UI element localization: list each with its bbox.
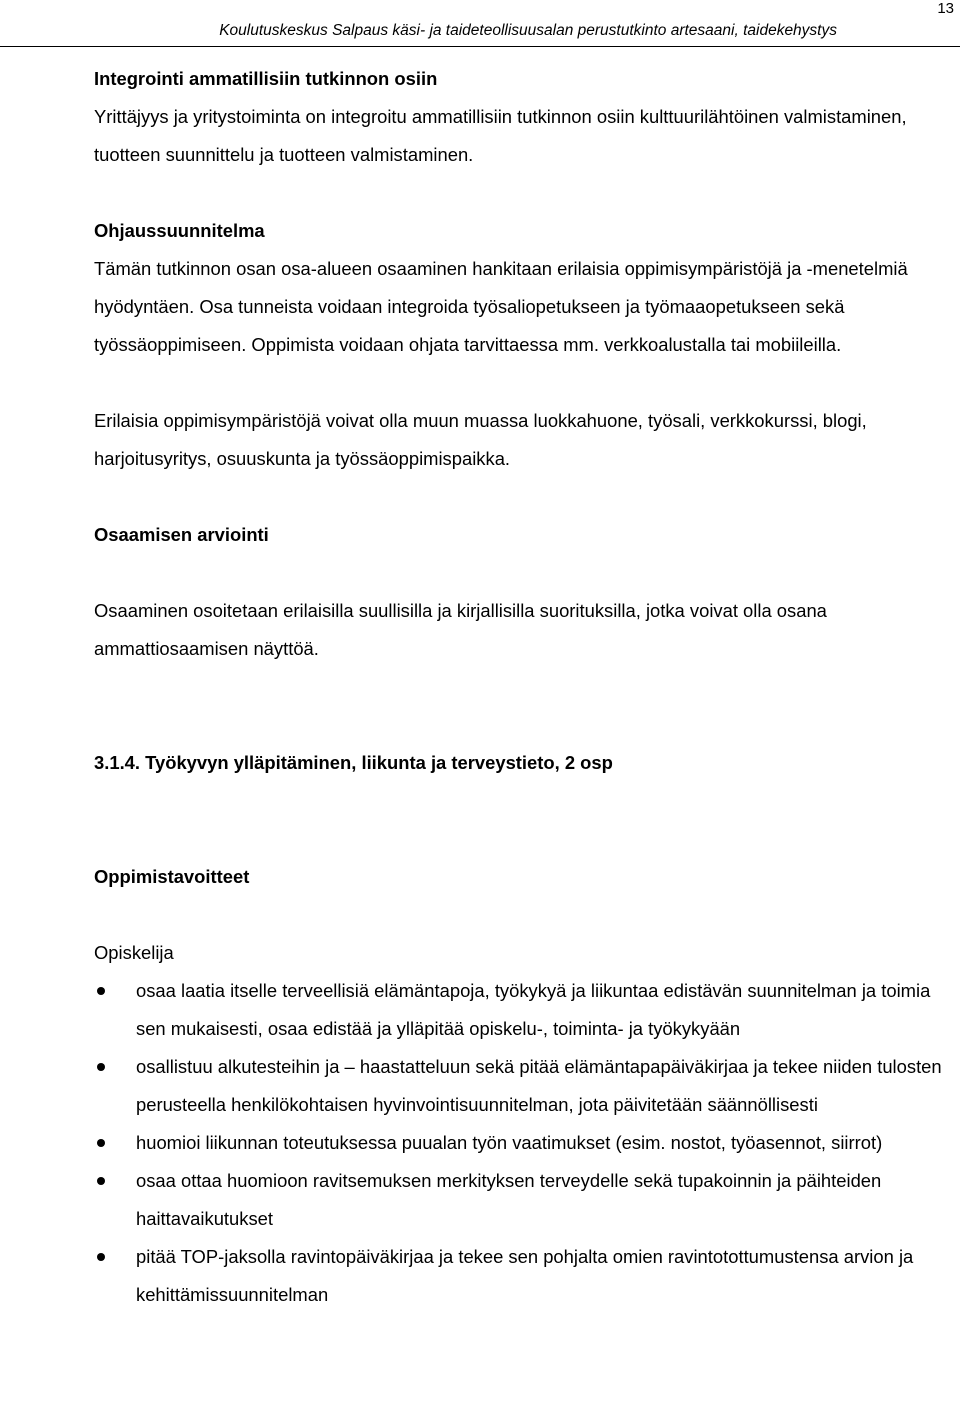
bullet-icon	[97, 1177, 105, 1185]
environments-paragraph: Erilaisia oppimisympäristöjä voivat olla muun muassa luokkahuone, työsali, verkkokurssi, blogi, harjoitusyritys, osuuskunta ja työssäoppimispaikka.	[94, 410, 867, 469]
list-item-text: pitää TOP-jaksolla ravintopäiväkirjaa ja tekee sen pohjalta omien ravintotottumustensa arvion ja kehittämissuunnitelman	[136, 1246, 914, 1305]
bullet-icon	[97, 1063, 105, 1071]
objectives-list	[94, 972, 956, 1314]
guidance-paragraph: Tämän tutkinnon osan osa-alueen osaaminen hankitaan erilaisia oppimisympäristöjä ja -menetelmiä hyödyntäen. Osa tunneista voidaan integroida työsaliopetukseen ja työmaaopetukseen sekä työssäoppimiseen. Oppimista voidaan ohjata tarvittaessa mm. verkkoalustalla tai mobiileilla.	[94, 258, 908, 355]
bullet-icon	[97, 1253, 105, 1261]
assessment-paragraph: Osaaminen osoitetaan erilaisilla suullisilla ja kirjallisilla suorituksilla, jotka voivat olla osana ammattiosaamisen näyttöä.	[94, 600, 827, 659]
page-number: 13	[937, 0, 954, 17]
integration-heading: Integrointi ammatillisiin tutkinnon osiin	[94, 68, 438, 89]
list-item-text: huomioi liikunnan toteutuksessa puualan työn vaatimukset (esim. nostot, työasennot, siirrot)	[136, 1132, 883, 1153]
header-divider	[0, 46, 960, 47]
running-header: Koulutuskeskus Salpaus käsi- ja taideteollisuusalan perustutkinto artesaani, taidekehystys	[219, 22, 837, 39]
list-item	[94, 1048, 956, 1124]
guidance-heading: Ohjaussuunnitelma	[94, 220, 265, 241]
list-item-text: osaa ottaa huomioon ravitsemuksen merkityksen terveydelle sekä tupakoinnin ja päihteiden haittavaikutukset	[136, 1170, 882, 1229]
objectives-heading: Oppimistavoitteet	[94, 866, 250, 887]
document-body	[94, 60, 956, 1314]
bullet-icon	[97, 987, 105, 995]
list-item	[94, 1124, 956, 1162]
list-item	[94, 972, 956, 1048]
assessment-heading: Osaamisen arviointi	[94, 524, 269, 545]
integration-paragraph: Yrittäjyys ja yritystoiminta on integroitu ammatillisiin tutkinnon osiin kulttuurilähtöinen valmistaminen, tuotteen suunnittelu ja tuotteen valmistaminen.	[94, 106, 907, 165]
list-item-text: osallistuu alkutesteihin ja – haastatteluun sekä pitää elämäntapapäiväkirjaa ja tekee niiden tulosten perusteella henkilökohtaisen hyvinvointisuunnitelman, jota päivitetään säännöllisesti	[136, 1056, 942, 1115]
module-heading: 3.1.4. Työkyvyn ylläpitäminen, liikunta ja terveystieto, 2 osp	[94, 752, 613, 773]
bullet-icon	[97, 1139, 105, 1147]
list-item-text: osaa laatia itselle terveellisiä elämäntapoja, työkykyä ja liikuntaa edistävän suunnitelman ja toimia sen mukaisesti, osaa edistää ja ylläpitää opiskelu-, toiminta- ja työkykyään	[136, 980, 931, 1039]
student-label: Opiskelija	[94, 942, 174, 963]
list-item	[94, 1238, 956, 1314]
list-item	[94, 1162, 956, 1238]
